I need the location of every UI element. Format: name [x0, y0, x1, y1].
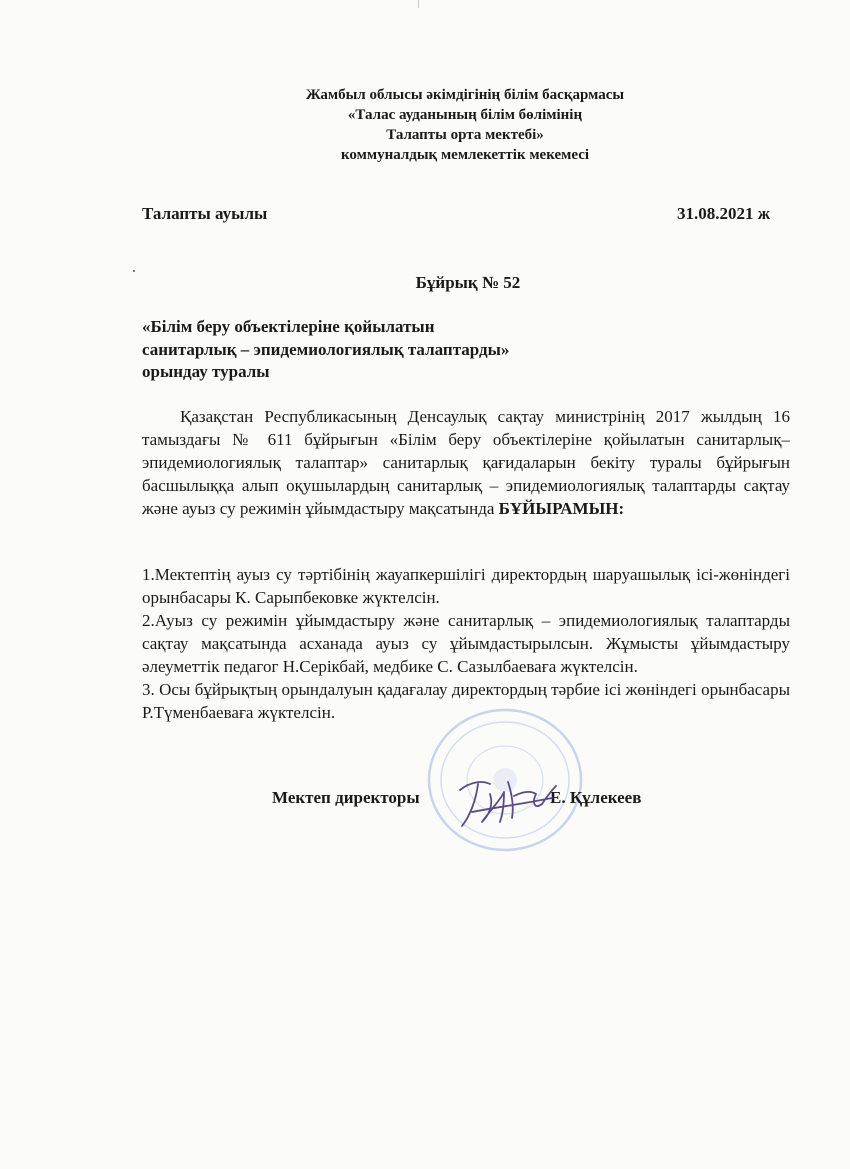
- header-line-4: коммуналдық мемлекеттік мекемесі: [340, 147, 590, 163]
- header-line-3: Талапты орта мектебі»: [386, 127, 544, 143]
- order-subject: [142, 316, 662, 384]
- signatory-title: Мектеп директоры: [272, 788, 420, 807]
- signatory-name: Е. Құлекеев: [550, 788, 642, 807]
- header-line-1: Жамбыл облысы әкімдігінің білім басқармасы: [305, 87, 625, 103]
- subject-line-3: орындау туралы: [142, 362, 270, 381]
- order-item-2: 2.Ауыз су режимін ұйымдастыру және санитарлық – эпидемиологиялық талаптарды сақтау мақсатында асханада ауыз су ұйымдастырылсын. Жұмысты ұйымдастыру әлеуметтік педагог Н.Серікбай, медбике С. Сазылбаеваға жүктелсін.: [142, 611, 790, 676]
- order-item-3: 3. Осы бұйрықтың орындалуын қадағалау директордың тәрбие ісі жөніндегі орынбасары Р.Түменбаеваға жүктелсін.: [142, 680, 790, 722]
- document-date: 31.08.2021 ж: [677, 204, 771, 223]
- preamble-paragraph: [142, 405, 790, 520]
- handwritten-signature: [452, 772, 562, 832]
- command-word: БҰЙЫРАМЫН:: [498, 499, 625, 518]
- subject-line-2: санитарлық – эпидемиологиялық талаптарды»: [142, 339, 510, 359]
- subject-line-1: «Білім беру объектілеріне қойылатын: [142, 317, 435, 336]
- preamble-text: Қазақстан Республикасының Денсаулық сақтау министрінің 2017 жылдың 16 тамыздағы № 611 бұйрығын «Білім беру объектілеріне қойылатын санитарлық–эпидемиологиялық талаптар» санитарлық қағидаларын бекіту туралы бұйрығын басшылыққа алып оқушылардың санитарлық – эпидемиологиялық талаптарды сақтау және ауыз су режимін ұйымдастыру мақсатында: [142, 407, 790, 518]
- place-name: Талапты ауылы: [142, 204, 268, 223]
- order-number: Бұйрық № 52: [415, 273, 521, 292]
- order-items: [142, 563, 790, 724]
- order-item-1: 1.Мектептің ауыз су тәртібінің жауапкершілігі директордың шаруашылық ісі-жөніндегі орынбасары К. Сарыпбековке жүктелсін.: [142, 565, 790, 607]
- organization-header: [150, 85, 780, 165]
- scan-mark: [418, 0, 419, 8]
- scan-speck: [133, 270, 135, 272]
- header-line-2: «Талас ауданының білім бөлімінің: [347, 107, 583, 123]
